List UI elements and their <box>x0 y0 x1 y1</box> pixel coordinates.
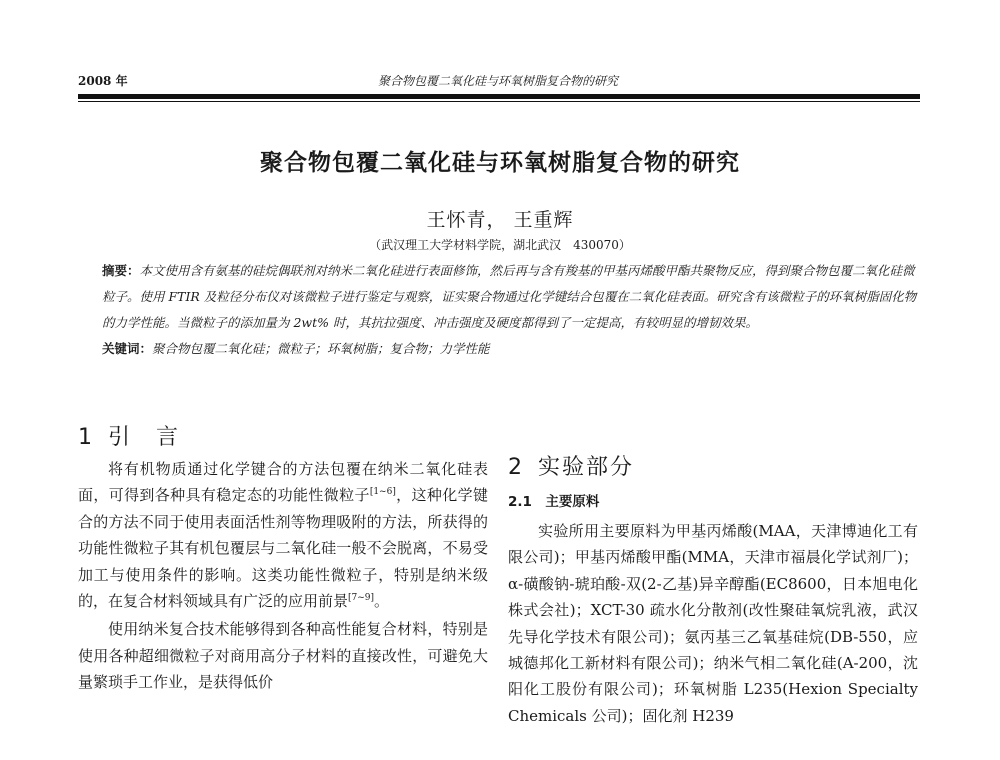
section-2-title: 实验部分 <box>538 455 635 480</box>
para1-text-b: ，这种化学键合的方法不同于使用表面活性剂等物理吸附的方法，所获得的功能性微粒子其有机包覆层与二氧化硅一般不会脱离，不易受加工与使用条件的影响。这类功能性微粒子，特别是纳米级的，在复合材料领域具有广泛的应用前景 <box>78 486 488 611</box>
keywords-label: 关键词： <box>102 341 153 356</box>
keywords-text: 聚合物包覆二氧化硅；微粒子；环氧树脂；复合物；力学性能 <box>152 341 490 356</box>
citation-7-9: [7~9] <box>348 593 375 604</box>
section-1-title: 引 言 <box>108 425 181 450</box>
section-1-paragraph-2: 使用纳米复合技术能够得到各种高性能复合材料，特别是使用各种超细微粒子对商用高分子材料的直接改性，可避免大量繁琐手工作业，是获得低价 <box>78 620 488 692</box>
section-2-heading <box>508 450 918 486</box>
left-column <box>78 420 488 696</box>
subsection-2-1-title: 主要原料 <box>545 494 600 510</box>
para1-text-a: 将有机物质通过化学键合的方法包覆在纳米二氧化硅表面，可得到各种具有稳定态的功能性微粒子 <box>78 460 488 505</box>
paper-title: 聚合物包覆二氧化硅与环氧树脂复合物的研究 <box>260 150 740 176</box>
keywords-paragraph <box>78 336 920 362</box>
abstract-block <box>78 258 920 362</box>
header-rule-thin <box>78 101 920 102</box>
right-column <box>508 450 918 729</box>
paper-affiliation: （武汉理工大学材料学院，湖北武汉 430070） <box>369 238 631 252</box>
abstract-paragraph <box>78 258 920 336</box>
running-head-year: 2008 年 <box>78 74 128 88</box>
subsection-2-1-number: 2.1 <box>508 494 532 510</box>
abstract-text: 本文使用含有氨基的硅烷偶联剂对纳米二氧化硅进行表面修饰，然后再与含有羧基的甲基丙烯酸甲酯共聚物反应，得到聚合物包覆二氧化硅微粒子。使用 FTIR 及粒径分布仪对该微粒子进行鉴定与观察，证实聚合物通过化学键结合包覆在二氧化硅表面。研究含有该微粒子的环氧树脂固化物的力学性能。当微粒子的添加量为 2wt% 时，其抗拉强度、冲击强度及硬度都得到了一定提高，有较明显的增韧效果。 <box>102 263 917 330</box>
abstract-label: 摘要： <box>102 263 140 278</box>
para1-text-c: 。 <box>374 592 390 611</box>
running-head-title: 聚合物包覆二氧化硅与环氧树脂复合物的研究 <box>377 74 618 88</box>
section-2-1-paragraph: 实验所用主要原料为甲基丙烯酸(MAA，天津博迪化工有限公司)；甲基丙烯酸甲酯(MMA，天津市福晨化学试剂厂)；α-磺酸钠-琥珀酸-双(2-乙基)异辛醇酯(EC8600，日本旭电化株式会社)；XCT-30 疏水化分散剂(改性聚硅氧烷乳液，武汉先导化学技术有限公司)；氨丙基三乙氧基硅烷(DB-550，应城德邦化工新材料有限公司)；纳米气相二氧化硅(A-200，沈阳化工股份有限公司)；环氧树脂 L235(Hexion Specialty Chemicals 公司)；固化剂 H239 <box>508 522 918 725</box>
section-1-paragraph-1 <box>78 456 488 614</box>
section-2-number: 2 <box>508 455 524 480</box>
citation-1-6: [1~6] <box>369 487 396 498</box>
header-rule-thick <box>78 94 920 99</box>
subsection-2-1-heading <box>508 490 918 514</box>
paper-authors: 王怀青， 王重辉 <box>426 209 574 231</box>
section-1-heading <box>78 420 488 456</box>
section-1-number: 1 <box>78 425 94 450</box>
running-head <box>78 70 918 90</box>
